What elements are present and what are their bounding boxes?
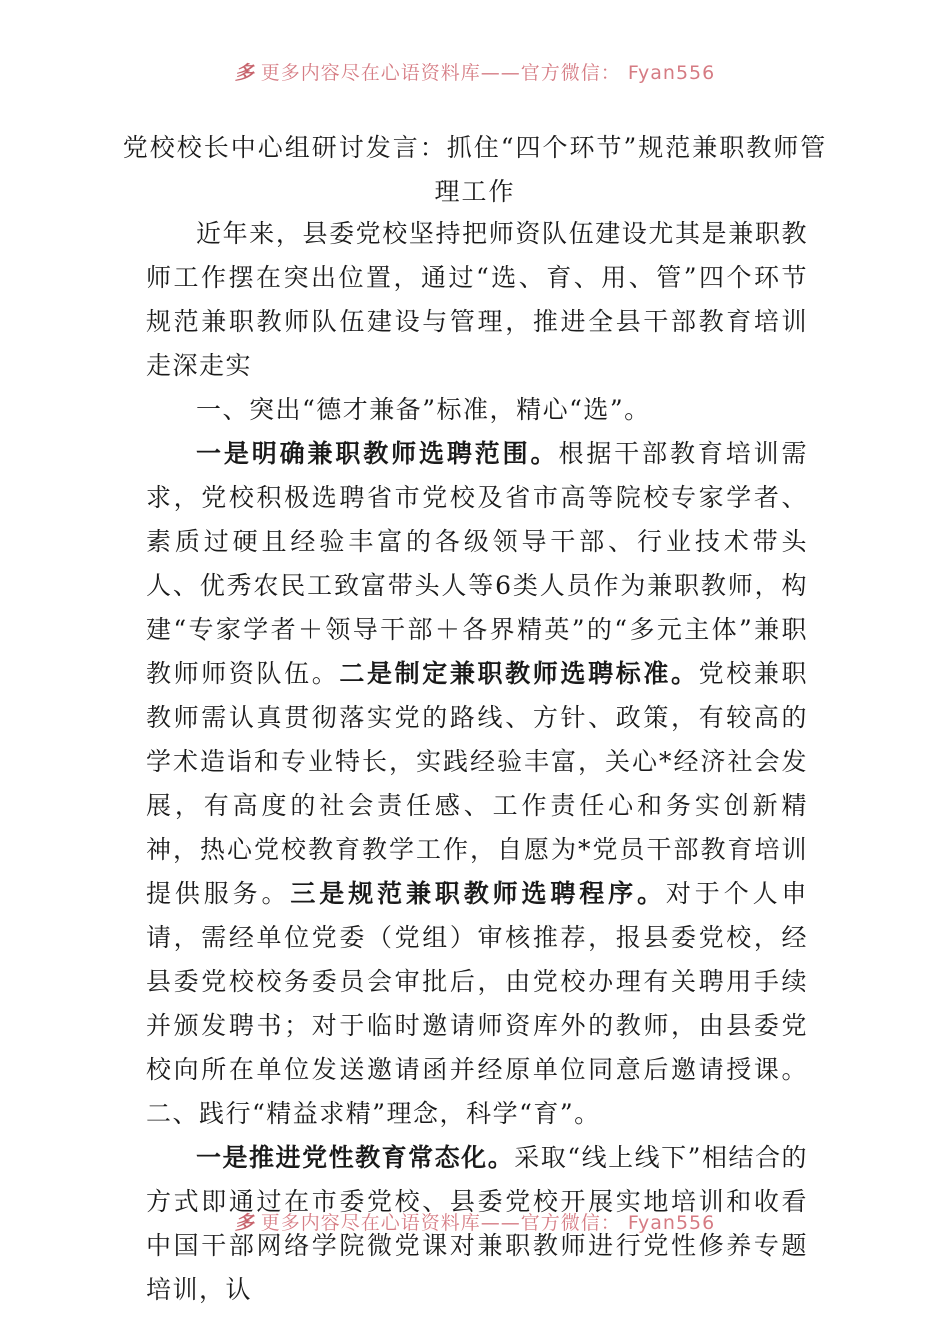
bold-lead-4: 一是推进党性教育常态化。 bbox=[196, 1143, 515, 1172]
body-text-1: 根据干部教育培训需求，党校积极选聘省市党校及省市高等院校专家学者、素质过硬且经验丰富的各级领导干部、行业技术带头人、优秀农民工致富带头人等6类人员作为兼职教师，构建“专家学者＋领导干部＋各界精英”的“多元主体”兼职教师师资队伍。 bbox=[146, 439, 808, 688]
bold-lead-2: 二是制定兼职教师选聘标准。 bbox=[339, 659, 699, 688]
bold-lead-1: 一是明确兼职教师选聘范围。 bbox=[196, 439, 559, 468]
watermark-text: 更多内容尽在心语资料库——官方微信： Fyan556 bbox=[260, 62, 716, 84]
body-text-4: 采取“线上线下”相结合的方式即通过在市委党校、县委党校开展实地培训和收看中国干部网络学院微党课对兼职教师进行党性修养专题培训，认 bbox=[146, 1143, 808, 1304]
paragraph-selection bbox=[146, 432, 808, 1136]
bold-lead-3: 三是规范兼职教师选聘程序。 bbox=[290, 879, 666, 908]
section-heading-1: 一、突出“德才兼备”标准，精心“选”。 bbox=[196, 395, 651, 424]
watermark-header bbox=[0, 58, 950, 85]
watermark-footer bbox=[0, 1208, 950, 1235]
body-text-2: 党校兼职教师需认真贯彻落实党的路线、方针、政策，有较高的学术造诣和专业特长，实践经验丰富，关心*经济社会发展，有高度的社会责任感、工作责任心和务实创新精神，热心党校教育教学工作，自愿为*党员干部教育培训提供服务。 bbox=[146, 659, 808, 908]
intro-paragraph: 近年来，县委党校坚持把师资队伍建设尤其是兼职教师工作摆在突出位置，通过“选、育、用、管”四个环节规范兼职教师队伍建设与管理，推进全县干部教育培训走深走实 bbox=[146, 219, 808, 380]
watermark-logo: 多 bbox=[234, 62, 255, 84]
document-body bbox=[146, 212, 808, 1312]
document-title: 党校校长中心组研讨发言：抓住“四个环节”规范兼职教师管理工作 bbox=[122, 133, 828, 206]
body-text-3: 对于个人申请，需经单位党委（党组）审核推荐，报县委党校，经县委党校校务委员会审批后，由党校办理有关聘用手续并颁发聘书；对于临时邀请师资库外的教师，由县委党校向所在单位发送邀请函并经原单位同意后邀请授课。二、践行“精益求精”理念，科学“育”。 bbox=[146, 879, 808, 1128]
watermark-text-footer: 更多内容尽在心语资料库——官方微信： Fyan556 bbox=[260, 1212, 716, 1234]
watermark-logo-footer: 多 bbox=[234, 1212, 255, 1234]
